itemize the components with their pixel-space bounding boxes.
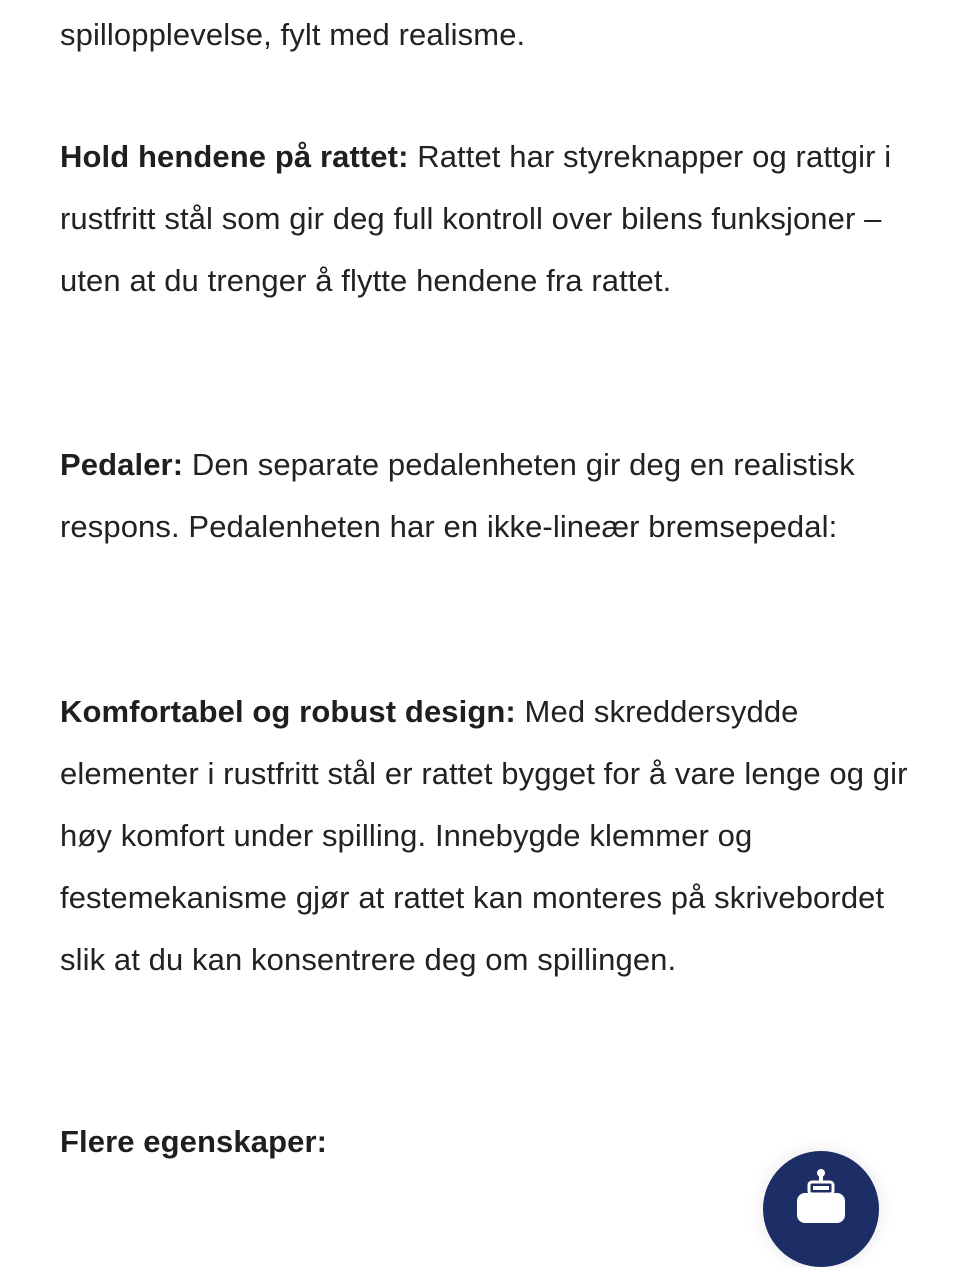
section-text: Med skreddersydde elementer i rustfritt stål er rattet bygget for å vare lenge og gir høy komfort under spilling. Innebygde klemmer og festemekanisme gjør at rattet kan monteres på skrivebordet slik at du kan konsentrere deg om spillingen. bbox=[60, 694, 908, 977]
section-heading: Pedaler: bbox=[60, 447, 184, 482]
section-pedals bbox=[60, 434, 920, 558]
section-heading: Hold hendene på rattet: bbox=[60, 139, 409, 174]
section-text: Rattet har styreknapper og rattgir i rustfritt stål som gir deg full kontroll over bilens funksjoner – uten at du trenger å flytte hendene fra rattet. bbox=[60, 139, 892, 298]
section-heading: Flere egenskaper: bbox=[60, 1124, 328, 1159]
chat-assistant-button[interactable] bbox=[763, 1151, 879, 1267]
section-hold-hands bbox=[60, 126, 920, 312]
intro-tail-text: spillopplevelse, fylt med realisme. bbox=[60, 17, 526, 52]
section-heading: Komfortabel og robust design: bbox=[60, 694, 516, 729]
section-text: Den separate pedalenheten gir deg en realistisk respons. Pedalenheten har en ikke-lineær bremsepedal: bbox=[60, 447, 855, 544]
section-design bbox=[60, 681, 920, 991]
robot-chat-icon bbox=[791, 1165, 851, 1225]
